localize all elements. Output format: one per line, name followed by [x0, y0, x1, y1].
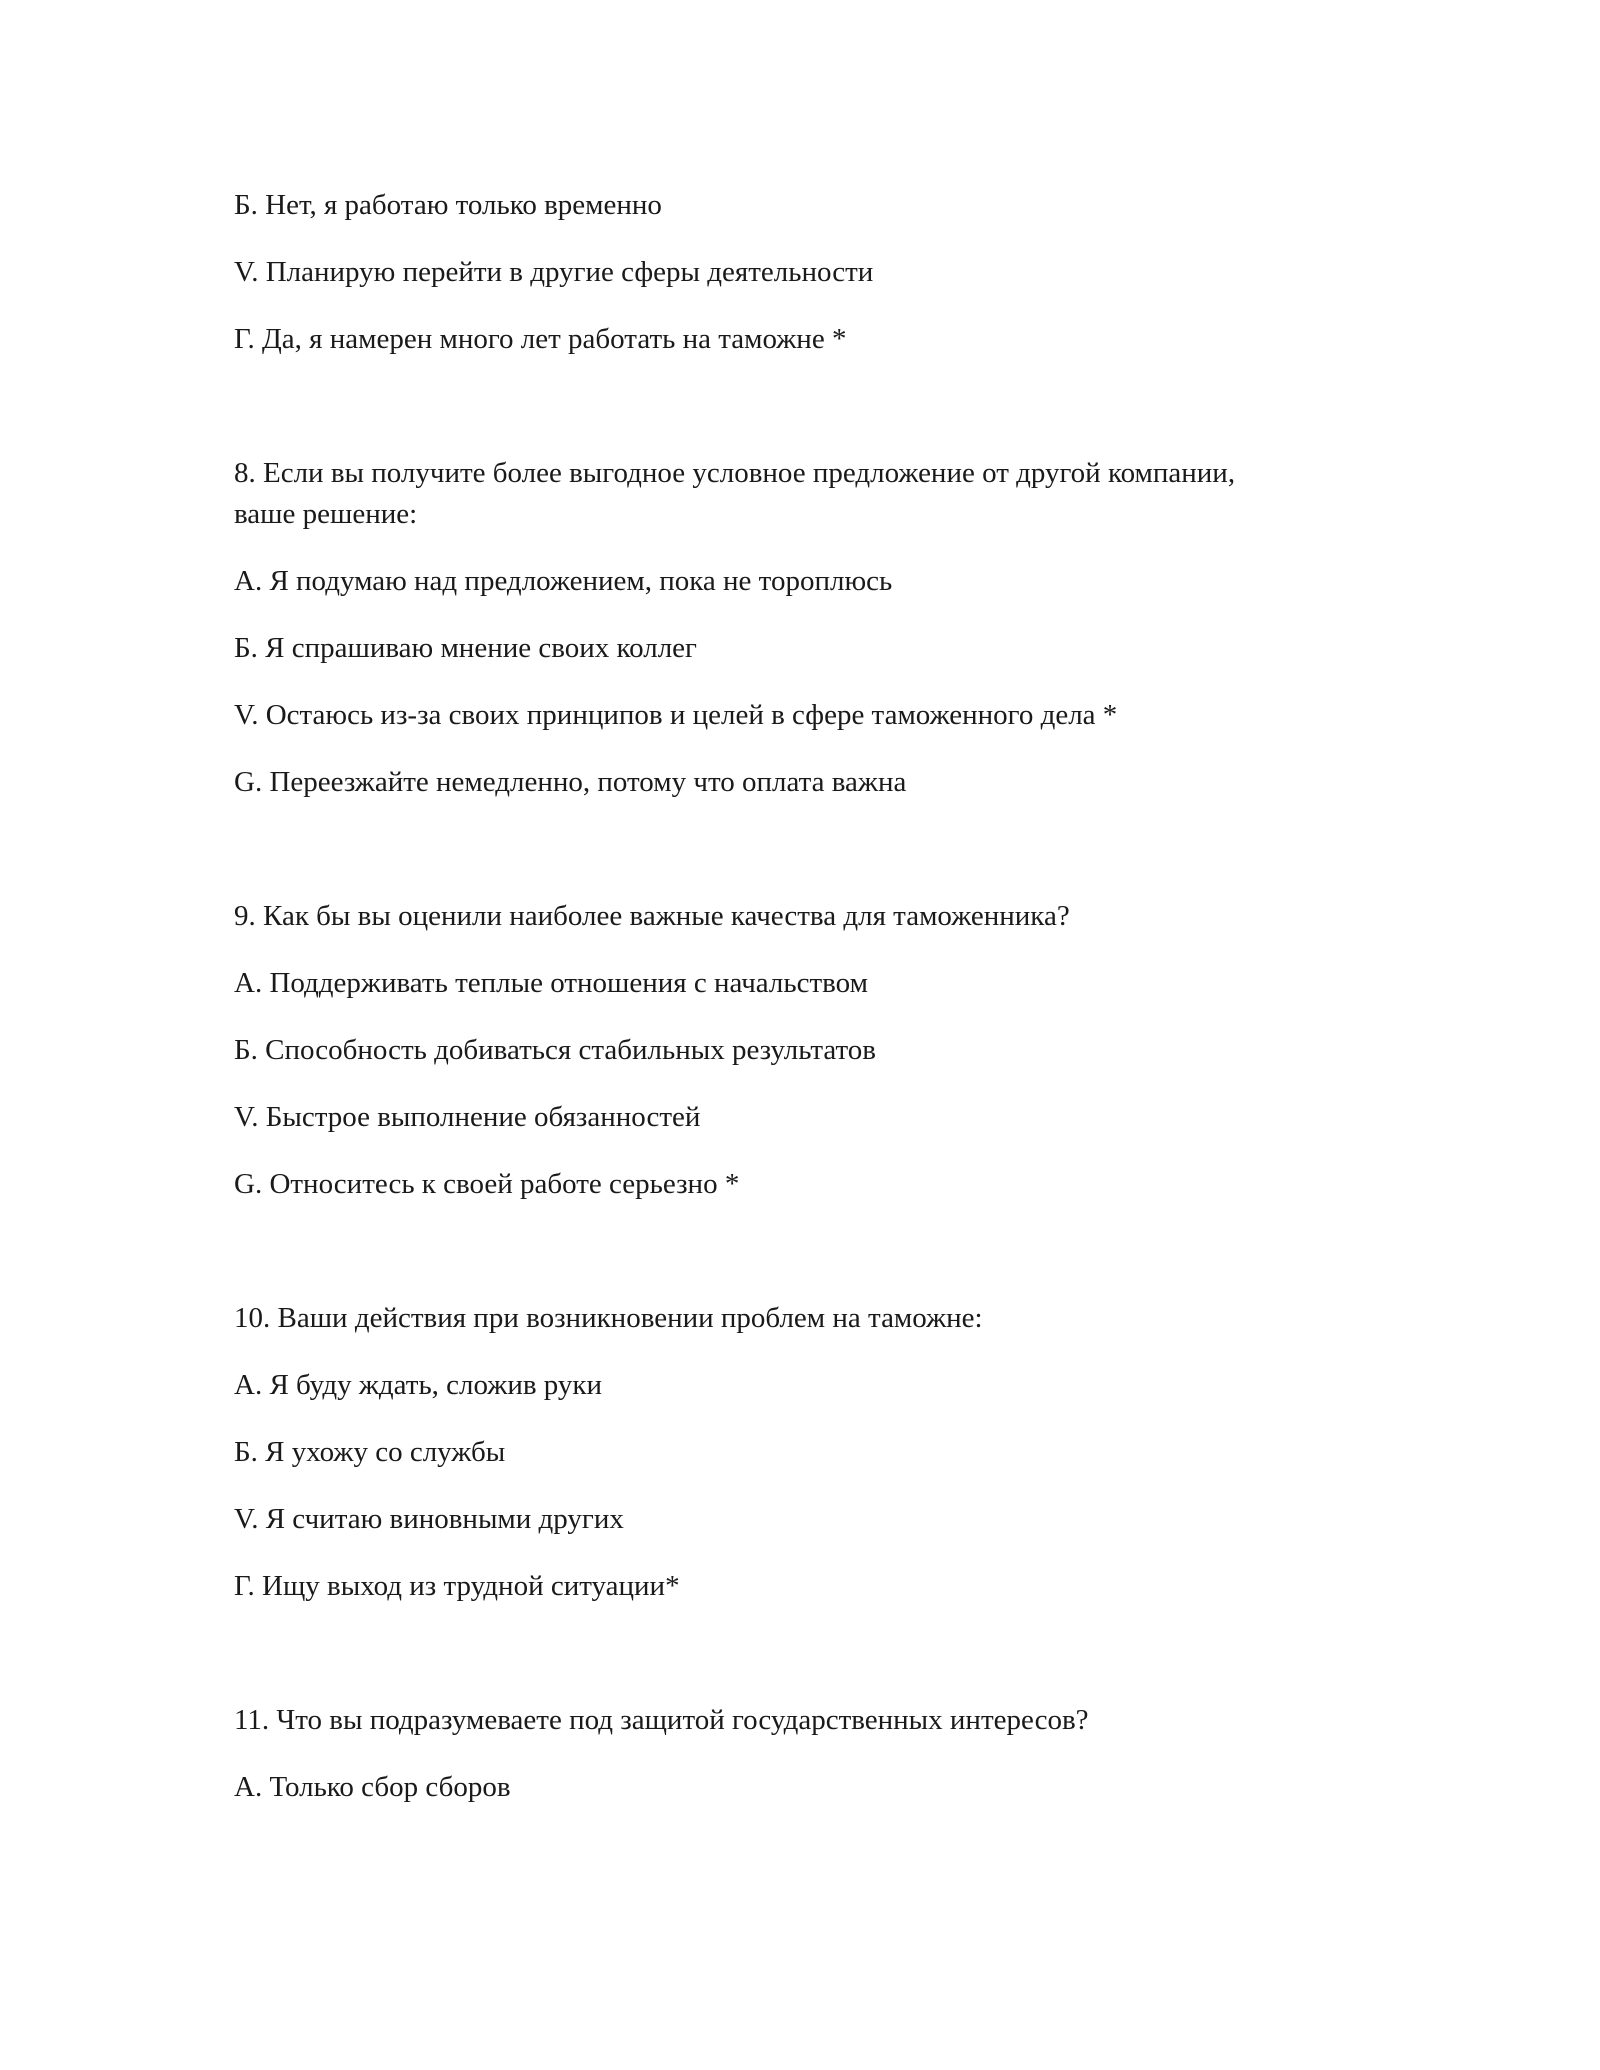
answer-option: Б. Я спрашиваю мнение своих коллег: [234, 632, 697, 664]
question-text: 10. Ваши действия при возникновении проблем на таможне:: [234, 1302, 983, 1334]
answer-option: Б. Я ухожу со службы: [234, 1436, 506, 1468]
question-text: ваше решение:: [234, 498, 418, 530]
answer-option: V. Быстрое выполнение обязанностей: [234, 1101, 701, 1133]
answer-option: Г. Ищу выход из трудной ситуации*: [234, 1570, 680, 1602]
answer-option: А. Я подумаю над предложением, пока не тороплюсь: [234, 565, 893, 597]
answer-option: А. Поддерживать теплые отношения с начальством: [234, 967, 868, 999]
answer-option: А. Только сбор сборов: [234, 1771, 511, 1803]
answer-option: G. Относитесь к своей работе серьезно *: [234, 1168, 740, 1200]
answer-option: G. Переезжайте немедленно, потому что оплата важна: [234, 766, 907, 798]
answer-option: V. Остаюсь из-за своих принципов и целей в сфере таможенного дела *: [234, 699, 1118, 731]
answer-option: Г. Да, я намерен много лет работать на таможне *: [234, 323, 847, 355]
answer-option: Б. Нет, я работаю только временно: [234, 189, 662, 221]
answer-option: Б. Способность добиваться стабильных результатов: [234, 1034, 876, 1066]
answer-option: V. Я считаю виновными других: [234, 1503, 624, 1535]
question-text: 9. Как бы вы оценили наиболее важные качества для таможенника?: [234, 900, 1070, 932]
answer-option: А. Я буду ждать, сложив руки: [234, 1369, 603, 1401]
question-text: 11. Что вы подразумеваете под защитой государственных интересов?: [234, 1704, 1089, 1736]
question-text: 8. Если вы получите более выгодное условное предложение от другой компании,: [234, 457, 1236, 489]
answer-option: V. Планирую перейти в другие сферы деятельности: [234, 256, 874, 288]
